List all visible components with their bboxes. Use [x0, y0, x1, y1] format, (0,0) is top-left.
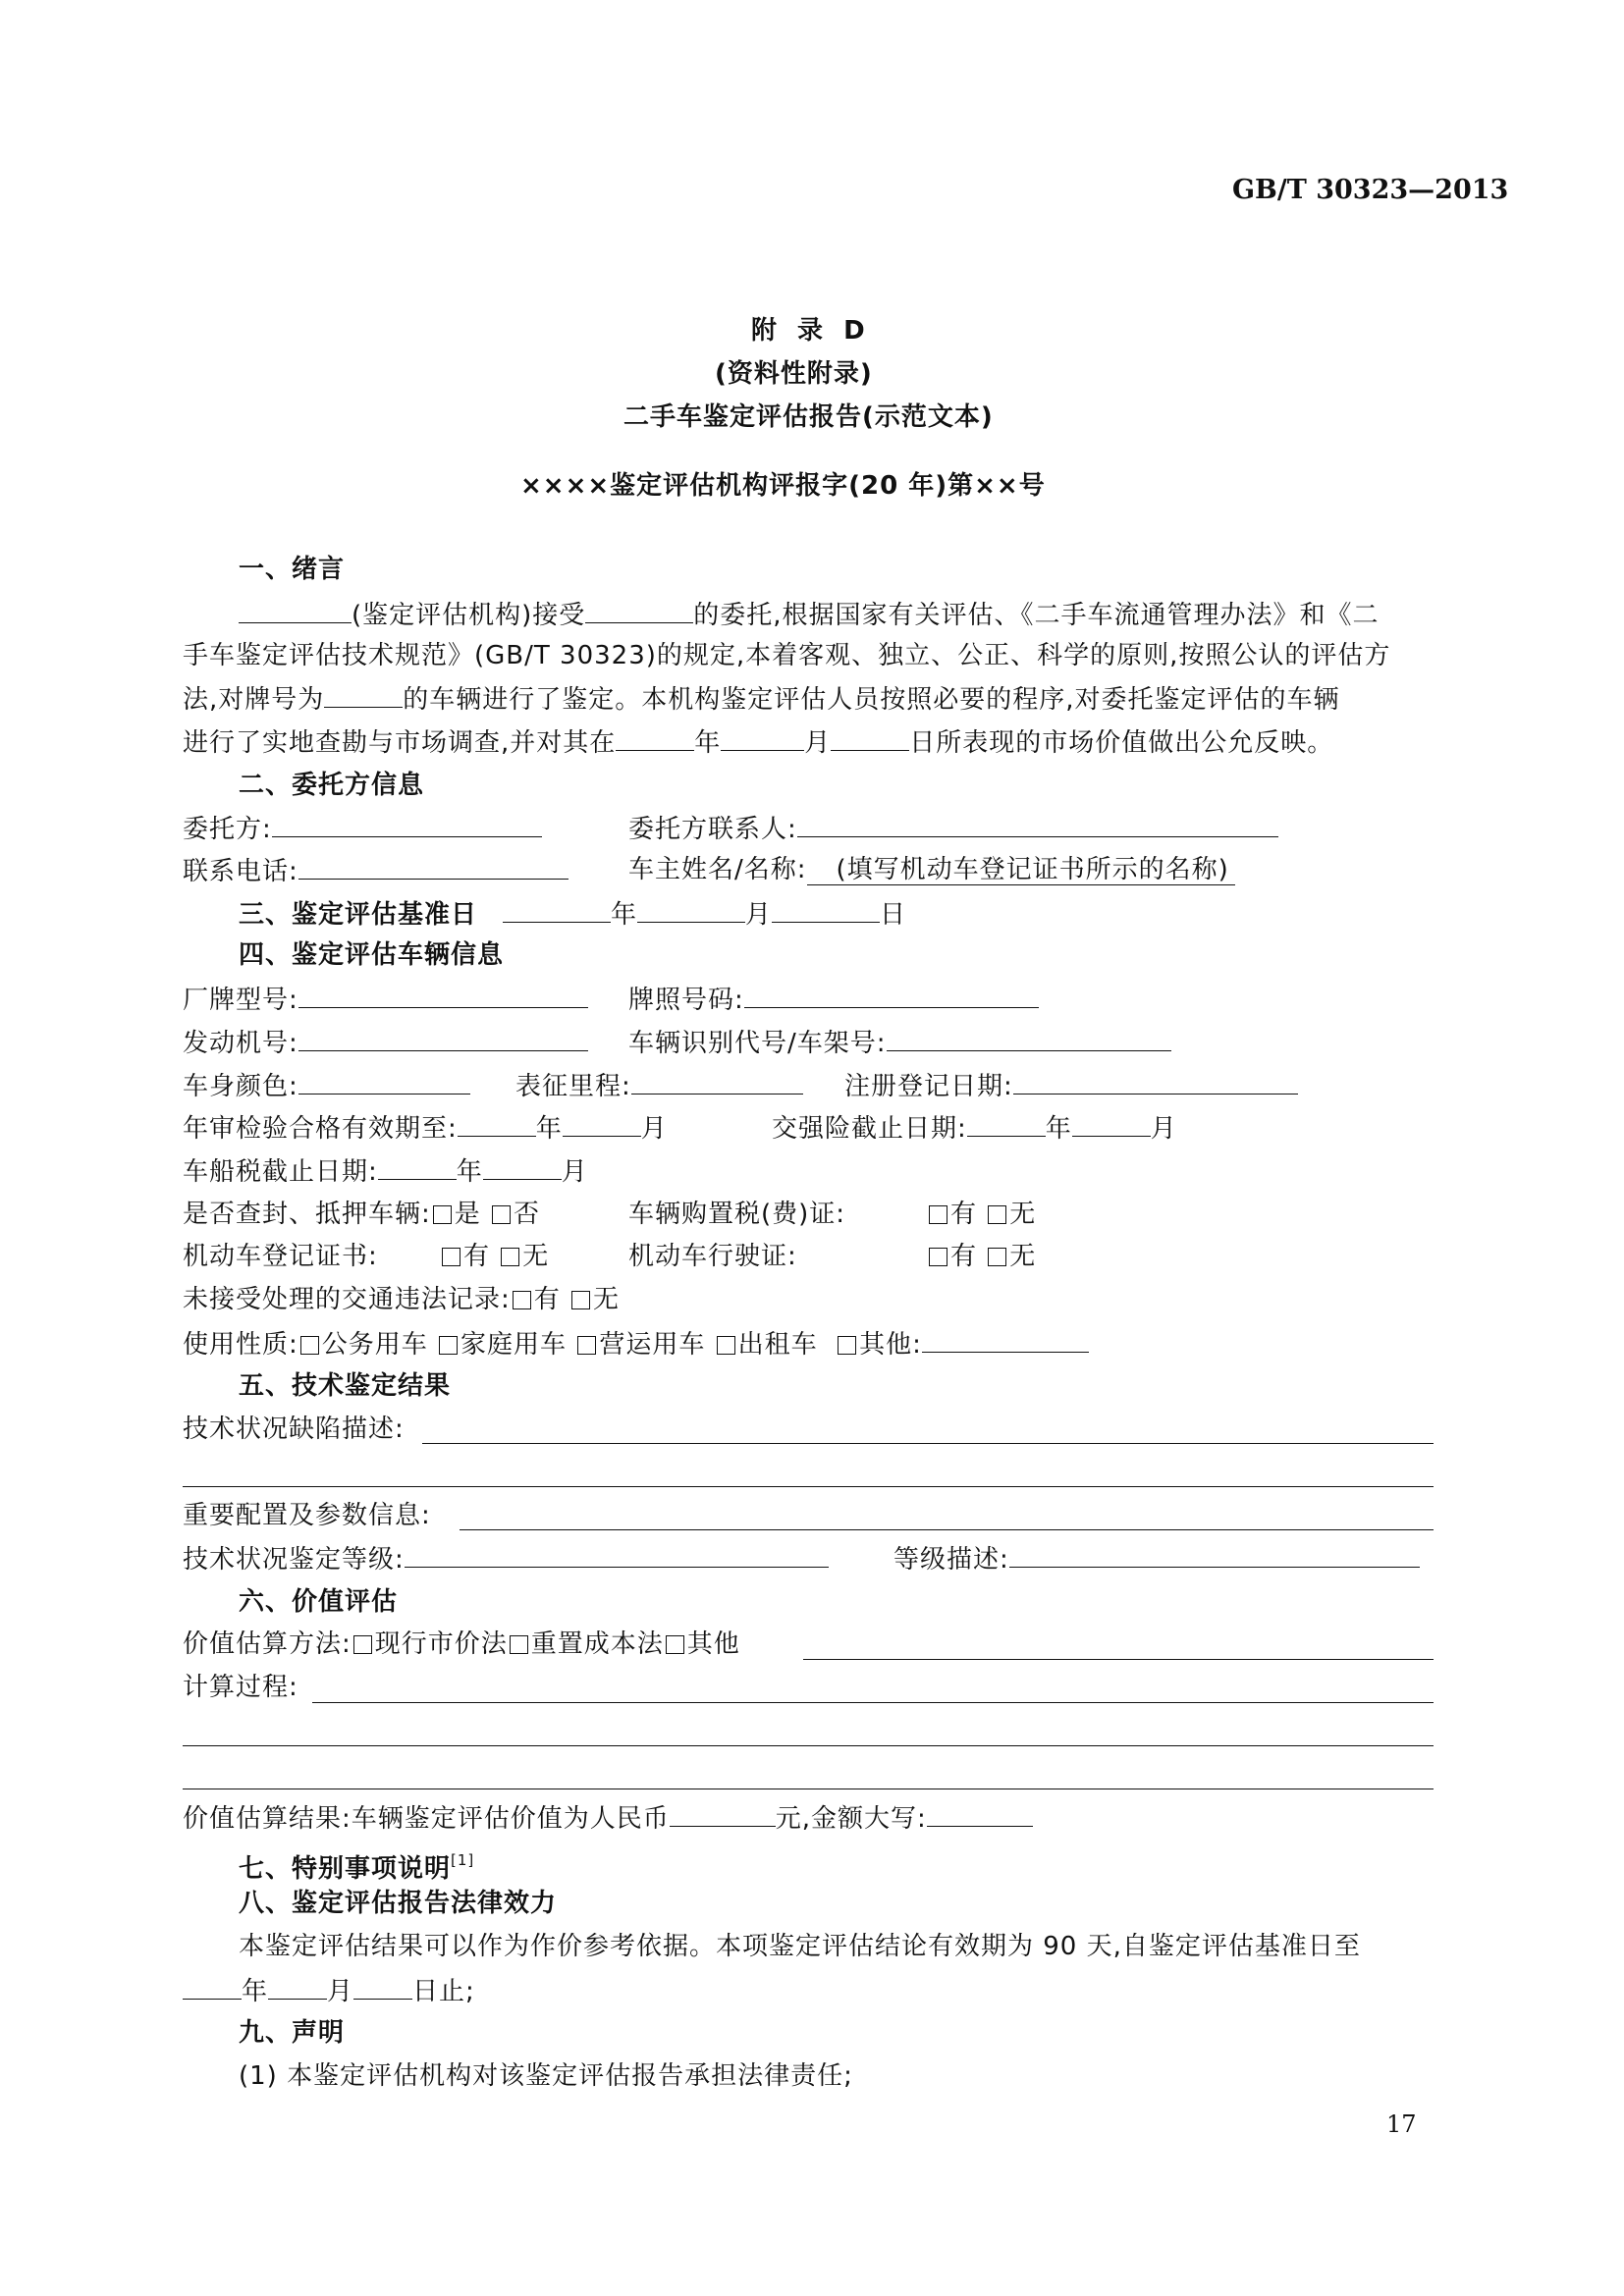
grade-desc-label: 等级描述:: [893, 1545, 1009, 1575]
section-6-heading: 六、价值评估: [239, 1587, 399, 1617]
defects-label: 技术状况缺陷描述:: [183, 1415, 405, 1444]
method-other-checkbox[interactable]: [666, 1635, 684, 1654]
result-capital-field[interactable]: [927, 1802, 1033, 1827]
intro-text-4a: 进行了实地查勘与市场调查,并对其在: [183, 728, 617, 758]
appendix-title: 附 录 D: [751, 316, 871, 346]
method-market-checkbox[interactable]: [353, 1635, 372, 1654]
tax-year-label: 年: [456, 1157, 483, 1187]
reg-cert-label: 机动车登记证书:: [183, 1242, 378, 1271]
declaration-item-1: (1) 本鉴定评估机构对该鉴定评估报告承担法律责任;: [239, 2061, 853, 2091]
grade-desc-row: [893, 1543, 1420, 1575]
phone-label: 联系电话:: [183, 857, 298, 886]
seized-yes-label: 是: [454, 1200, 481, 1229]
license-none-checkbox[interactable]: [988, 1248, 1006, 1266]
license-row: [628, 1242, 797, 1271]
intro-text-3b: 的车辆进行了鉴定。本机构鉴定评估人员按照必要的程序,对委托鉴定评估的车辆: [403, 685, 1340, 715]
usage-other-field[interactable]: [922, 1328, 1089, 1353]
method-replacement-checkbox[interactable]: [510, 1635, 528, 1654]
result-capital-label: 元,金额大写:: [775, 1804, 927, 1834]
mileage-row: [515, 1070, 803, 1101]
process-line-1[interactable]: [312, 1702, 1434, 1703]
defects-row: [183, 1415, 405, 1444]
violations-row: [183, 1285, 620, 1314]
engine-field[interactable]: [298, 1027, 588, 1051]
seized-no-label: 否: [514, 1200, 541, 1229]
engine-row: [183, 1027, 588, 1058]
intro-line-1: [239, 599, 1380, 630]
mileage-label: 表征里程:: [515, 1072, 631, 1101]
grade-desc-field[interactable]: [1009, 1543, 1420, 1568]
owner-row: [628, 855, 1235, 884]
license-have-label: 有: [950, 1242, 978, 1271]
inspection-month-field[interactable]: [563, 1112, 641, 1137]
method-replacement-label: 重置成本法: [530, 1629, 664, 1659]
usage-family-label: 家庭用车: [460, 1330, 568, 1360]
validity-line-2: [183, 1975, 475, 2006]
mileage-field[interactable]: [631, 1070, 803, 1095]
process-line-2[interactable]: [183, 1745, 1434, 1746]
reg-cert-none-label: 无: [522, 1242, 550, 1271]
reg-date-label: 注册登记日期:: [844, 1072, 1013, 1101]
inspection-row: [183, 1112, 668, 1144]
license-none-label: 无: [1009, 1242, 1037, 1271]
seized-label: 是否查封、抵押车辆:: [183, 1200, 431, 1229]
usage-taxi-label: 出租车: [737, 1330, 818, 1360]
section-8-heading: 八、鉴定评估报告法律效力: [239, 1889, 558, 1918]
method-other-label: 其他: [686, 1629, 740, 1659]
insurance-month-field[interactable]: [1072, 1112, 1151, 1137]
reg-cert-have-checkbox[interactable]: [442, 1248, 460, 1266]
violations-none-label: 无: [593, 1285, 621, 1314]
tax-month-field[interactable]: [483, 1155, 562, 1180]
page-number: 17: [1386, 2110, 1417, 2138]
section-9-heading: 九、声明: [239, 2018, 346, 2048]
method-other-line[interactable]: [803, 1659, 1434, 1660]
method-row: [183, 1629, 740, 1659]
brand-row: [183, 984, 588, 1015]
usage-other-label: 其他:: [859, 1330, 922, 1360]
section-7-heading: 七、特别事项说明: [239, 1854, 452, 1884]
client-contact-field[interactable]: [797, 813, 1278, 837]
insurance-row: [772, 1112, 1177, 1144]
base-day-label: 日: [880, 900, 907, 930]
violations-label: 未接受处理的交通违法记录:: [183, 1285, 511, 1314]
grade-label: 技术状况鉴定等级:: [183, 1545, 405, 1575]
config-row: [183, 1501, 431, 1530]
engine-label: 发动机号:: [183, 1029, 298, 1058]
insurance-label: 交强险截止日期:: [772, 1114, 967, 1144]
license-have-checkbox[interactable]: [929, 1248, 947, 1266]
intro-year-label: 年: [694, 728, 722, 758]
config-line[interactable]: [460, 1529, 1434, 1530]
report-number: ××××鉴定评估机构评报字(20 年)第××号: [520, 471, 1046, 501]
usage-official-checkbox[interactable]: [300, 1336, 319, 1355]
inspection-month-label: 月: [640, 1114, 668, 1144]
method-market-label: 现行市价法: [374, 1629, 508, 1659]
base-date-row: [239, 898, 906, 930]
defects-line-2[interactable]: [183, 1486, 1434, 1487]
section-4-heading: 四、鉴定评估车辆信息: [239, 940, 505, 970]
section-7-row: [239, 1845, 474, 1884]
owner-label: 车主姓名/名称:: [628, 855, 807, 884]
base-month-label: 月: [745, 900, 773, 930]
usage-other-checkbox[interactable]: [838, 1336, 856, 1355]
insurance-year-field[interactable]: [967, 1112, 1046, 1137]
plate-label: 牌照号码:: [628, 986, 744, 1015]
process-label: 计算过程:: [183, 1673, 298, 1702]
tax-year-field[interactable]: [378, 1155, 457, 1180]
section-5-heading: 五、技术鉴定结果: [239, 1371, 452, 1401]
result-label: 价值估算结果:车辆鉴定评估价值为人民币: [183, 1804, 670, 1834]
usage-commercial-label: 营运用车: [599, 1330, 706, 1360]
inspection-year-label: 年: [535, 1114, 563, 1144]
validity-end-label: 日止;: [412, 1977, 475, 2006]
reg-cert-none-checkbox[interactable]: [501, 1248, 519, 1266]
usage-commercial-checkbox[interactable]: [577, 1336, 596, 1355]
report-title: 二手车鉴定评估报告(示范文本): [623, 402, 994, 432]
phone-field[interactable]: [298, 855, 568, 880]
grade-row: [183, 1543, 829, 1575]
section-2-heading: 二、委托方信息: [239, 771, 425, 800]
reg-date-field[interactable]: [1013, 1070, 1298, 1095]
reg-date-row: [844, 1070, 1298, 1101]
result-amount-field[interactable]: [670, 1802, 776, 1827]
intro-line-4: [183, 726, 1333, 758]
client-row: [183, 813, 542, 844]
defects-line-1[interactable]: [422, 1443, 1434, 1444]
license-label: 机动车行驶证:: [628, 1242, 797, 1271]
color-row: [183, 1070, 470, 1101]
intro-month-label: 月: [804, 728, 832, 758]
vin-row: [628, 1027, 1171, 1058]
usage-family-checkbox[interactable]: [439, 1336, 458, 1355]
violations-have-label: 有: [533, 1285, 561, 1314]
client-contact-label: 委托方联系人:: [628, 815, 797, 844]
appendix-nature: (资料性附录): [715, 359, 873, 389]
result-row: [183, 1802, 1033, 1834]
vin-label: 车辆识别代号/车架号:: [628, 1029, 887, 1058]
vin-field[interactable]: [887, 1027, 1171, 1051]
section-1-heading: 一、绪言: [239, 555, 346, 584]
phone-row: [183, 855, 568, 886]
usage-official-label: 公务用车: [321, 1330, 428, 1360]
violations-none-checkbox[interactable]: [571, 1291, 590, 1309]
violations-have-checkbox[interactable]: [513, 1291, 531, 1309]
client-label: 委托方:: [183, 815, 272, 844]
purchase-tax-none-checkbox[interactable]: [988, 1205, 1006, 1224]
client-contact-row: [628, 813, 1278, 844]
grade-field[interactable]: [405, 1543, 829, 1568]
intro-text-3a: 法,对牌号为: [183, 685, 325, 715]
tax-label: 车船税截止日期:: [183, 1157, 378, 1187]
tax-row: [183, 1155, 588, 1187]
footnote-reference: [1]: [451, 1851, 475, 1869]
intro-text-4b: 日所表现的市场价值做出公允反映。: [909, 728, 1334, 758]
purchase-tax-row: [628, 1200, 845, 1229]
brand-label: 厂牌型号:: [183, 986, 298, 1015]
color-field[interactable]: [298, 1070, 470, 1095]
color-label: 车身颜色:: [183, 1072, 298, 1101]
purchase-tax-have-checkbox[interactable]: [929, 1205, 947, 1224]
inspection-year-field[interactable]: [458, 1112, 536, 1137]
reg-cert-options: [440, 1242, 549, 1271]
license-options: [927, 1242, 1036, 1271]
reg-cert-row: [183, 1242, 378, 1271]
brand-field[interactable]: [298, 984, 588, 1008]
usage-row: [183, 1328, 1089, 1360]
usage-taxi-checkbox[interactable]: [717, 1336, 735, 1355]
client-field[interactable]: [272, 813, 542, 837]
plate-field[interactable]: [744, 984, 1039, 1008]
intro-text-1b: 的委托,根据国家有关评估、《二手车流通管理办法》和《二: [693, 601, 1380, 630]
purchase-tax-have-label: 有: [950, 1200, 978, 1229]
base-year-label: 年: [611, 900, 638, 930]
purchase-tax-options: [927, 1200, 1036, 1229]
purchase-tax-label: 车辆购置税(费)证:: [628, 1200, 846, 1229]
insurance-year-label: 年: [1045, 1114, 1072, 1144]
intro-line-3: [183, 683, 1340, 715]
usage-label: 使用性质:: [183, 1330, 298, 1360]
tax-month-label: 月: [561, 1157, 588, 1187]
process-row: [183, 1673, 298, 1702]
validity-line-1: 本鉴定评估结果可以作为作价参考依据。本项鉴定评估结论有效期为 90 天,自鉴定评估基准日至: [239, 1932, 1361, 1961]
validity-month-label: 月: [327, 1977, 354, 2006]
standard-number: GB/T 30323—2013: [1232, 175, 1509, 205]
method-label: 价值估算方法:: [183, 1629, 352, 1659]
inspection-label: 年审检验合格有效期至:: [183, 1114, 458, 1144]
intro-text-1a: (鉴定评估机构)接受: [352, 601, 586, 630]
purchase-tax-none-label: 无: [1009, 1200, 1037, 1229]
section-3-heading: 三、鉴定评估基准日: [239, 900, 478, 930]
validity-year-label: 年: [242, 1977, 269, 2006]
seized-row: [183, 1200, 540, 1229]
plate-row: [628, 984, 1039, 1015]
reg-cert-have-label: 有: [463, 1242, 491, 1271]
owner-hint[interactable]: (填写机动车登记证书所示的名称): [807, 855, 1235, 885]
intro-line-2: 手车鉴定评估技术规范》(GB/T 30323)的规定,本着客观、独立、公正、科学的原则,按照公认的评估方: [183, 641, 1391, 670]
config-label: 重要配置及参数信息:: [183, 1501, 431, 1530]
seized-yes-checkbox[interactable]: [433, 1205, 452, 1224]
insurance-month-label: 月: [1150, 1114, 1177, 1144]
seized-no-checkbox[interactable]: [492, 1205, 511, 1224]
